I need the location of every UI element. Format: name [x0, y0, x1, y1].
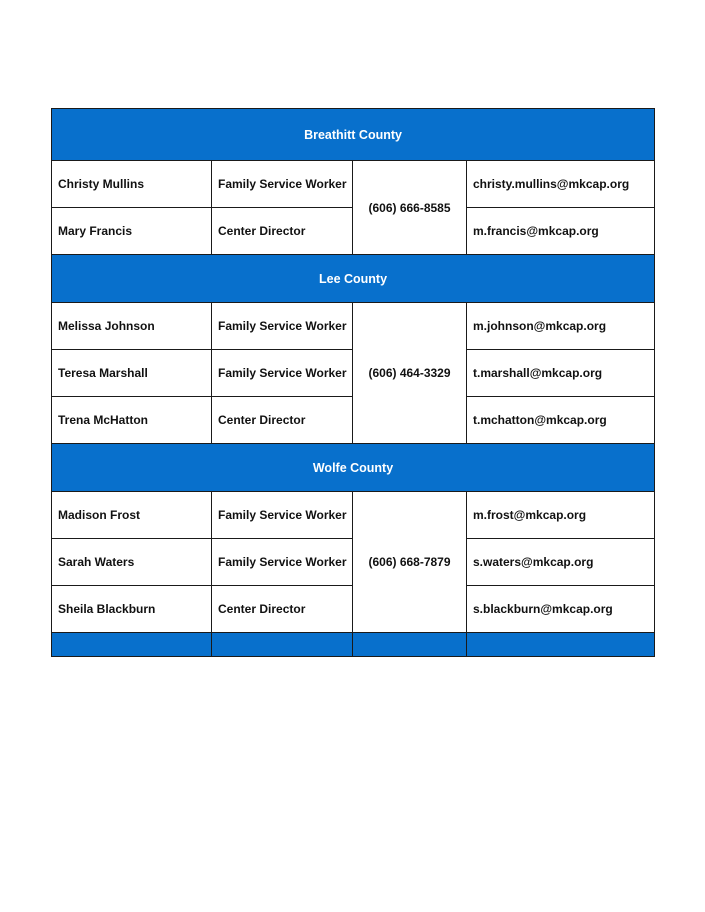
- staff-row: [52, 303, 655, 350]
- staff-role: Family Service Worker: [212, 350, 353, 397]
- staff-name: Mary Francis: [52, 208, 212, 255]
- county-header-row: [52, 109, 655, 161]
- staff-name: Melissa Johnson: [52, 303, 212, 350]
- staff-role: Family Service Worker: [212, 539, 353, 586]
- staff-row: [52, 492, 655, 539]
- staff-role: Center Director: [212, 397, 353, 444]
- county-name: Wolfe County: [52, 444, 655, 492]
- staff-email: m.johnson@mkcap.org: [467, 303, 655, 350]
- county-staff-table: [51, 108, 655, 657]
- county-phone: (606) 464-3329: [353, 303, 467, 444]
- staff-name: Trena McHatton: [52, 397, 212, 444]
- footer-cell: [52, 633, 212, 657]
- county-phone: (606) 666-8585: [353, 161, 467, 255]
- staff-email: m.francis@mkcap.org: [467, 208, 655, 255]
- staff-email: t.marshall@mkcap.org: [467, 350, 655, 397]
- staff-role: Family Service Worker: [212, 161, 353, 208]
- staff-role: Center Director: [212, 586, 353, 633]
- county-phone: (606) 668-7879: [353, 492, 467, 633]
- staff-email: t.mchatton@mkcap.org: [467, 397, 655, 444]
- staff-name: Madison Frost: [52, 492, 212, 539]
- staff-name: Sarah Waters: [52, 539, 212, 586]
- county-header-row: [52, 255, 655, 303]
- staff-email: christy.mullins@mkcap.org: [467, 161, 655, 208]
- staff-email: s.waters@mkcap.org: [467, 539, 655, 586]
- staff-name: Teresa Marshall: [52, 350, 212, 397]
- county-header-row: [52, 444, 655, 492]
- staff-email: s.blackburn@mkcap.org: [467, 586, 655, 633]
- staff-name: Sheila Blackburn: [52, 586, 212, 633]
- footer-cell: [467, 633, 655, 657]
- county-name: Breathitt County: [52, 109, 655, 161]
- staff-email: m.frost@mkcap.org: [467, 492, 655, 539]
- table-footer-row: [52, 633, 655, 657]
- staff-role: Family Service Worker: [212, 303, 353, 350]
- footer-cell: [353, 633, 467, 657]
- staff-row: [52, 161, 655, 208]
- county-name: Lee County: [52, 255, 655, 303]
- staff-role: Family Service Worker: [212, 492, 353, 539]
- staff-name: Christy Mullins: [52, 161, 212, 208]
- staff-role: Center Director: [212, 208, 353, 255]
- footer-cell: [212, 633, 353, 657]
